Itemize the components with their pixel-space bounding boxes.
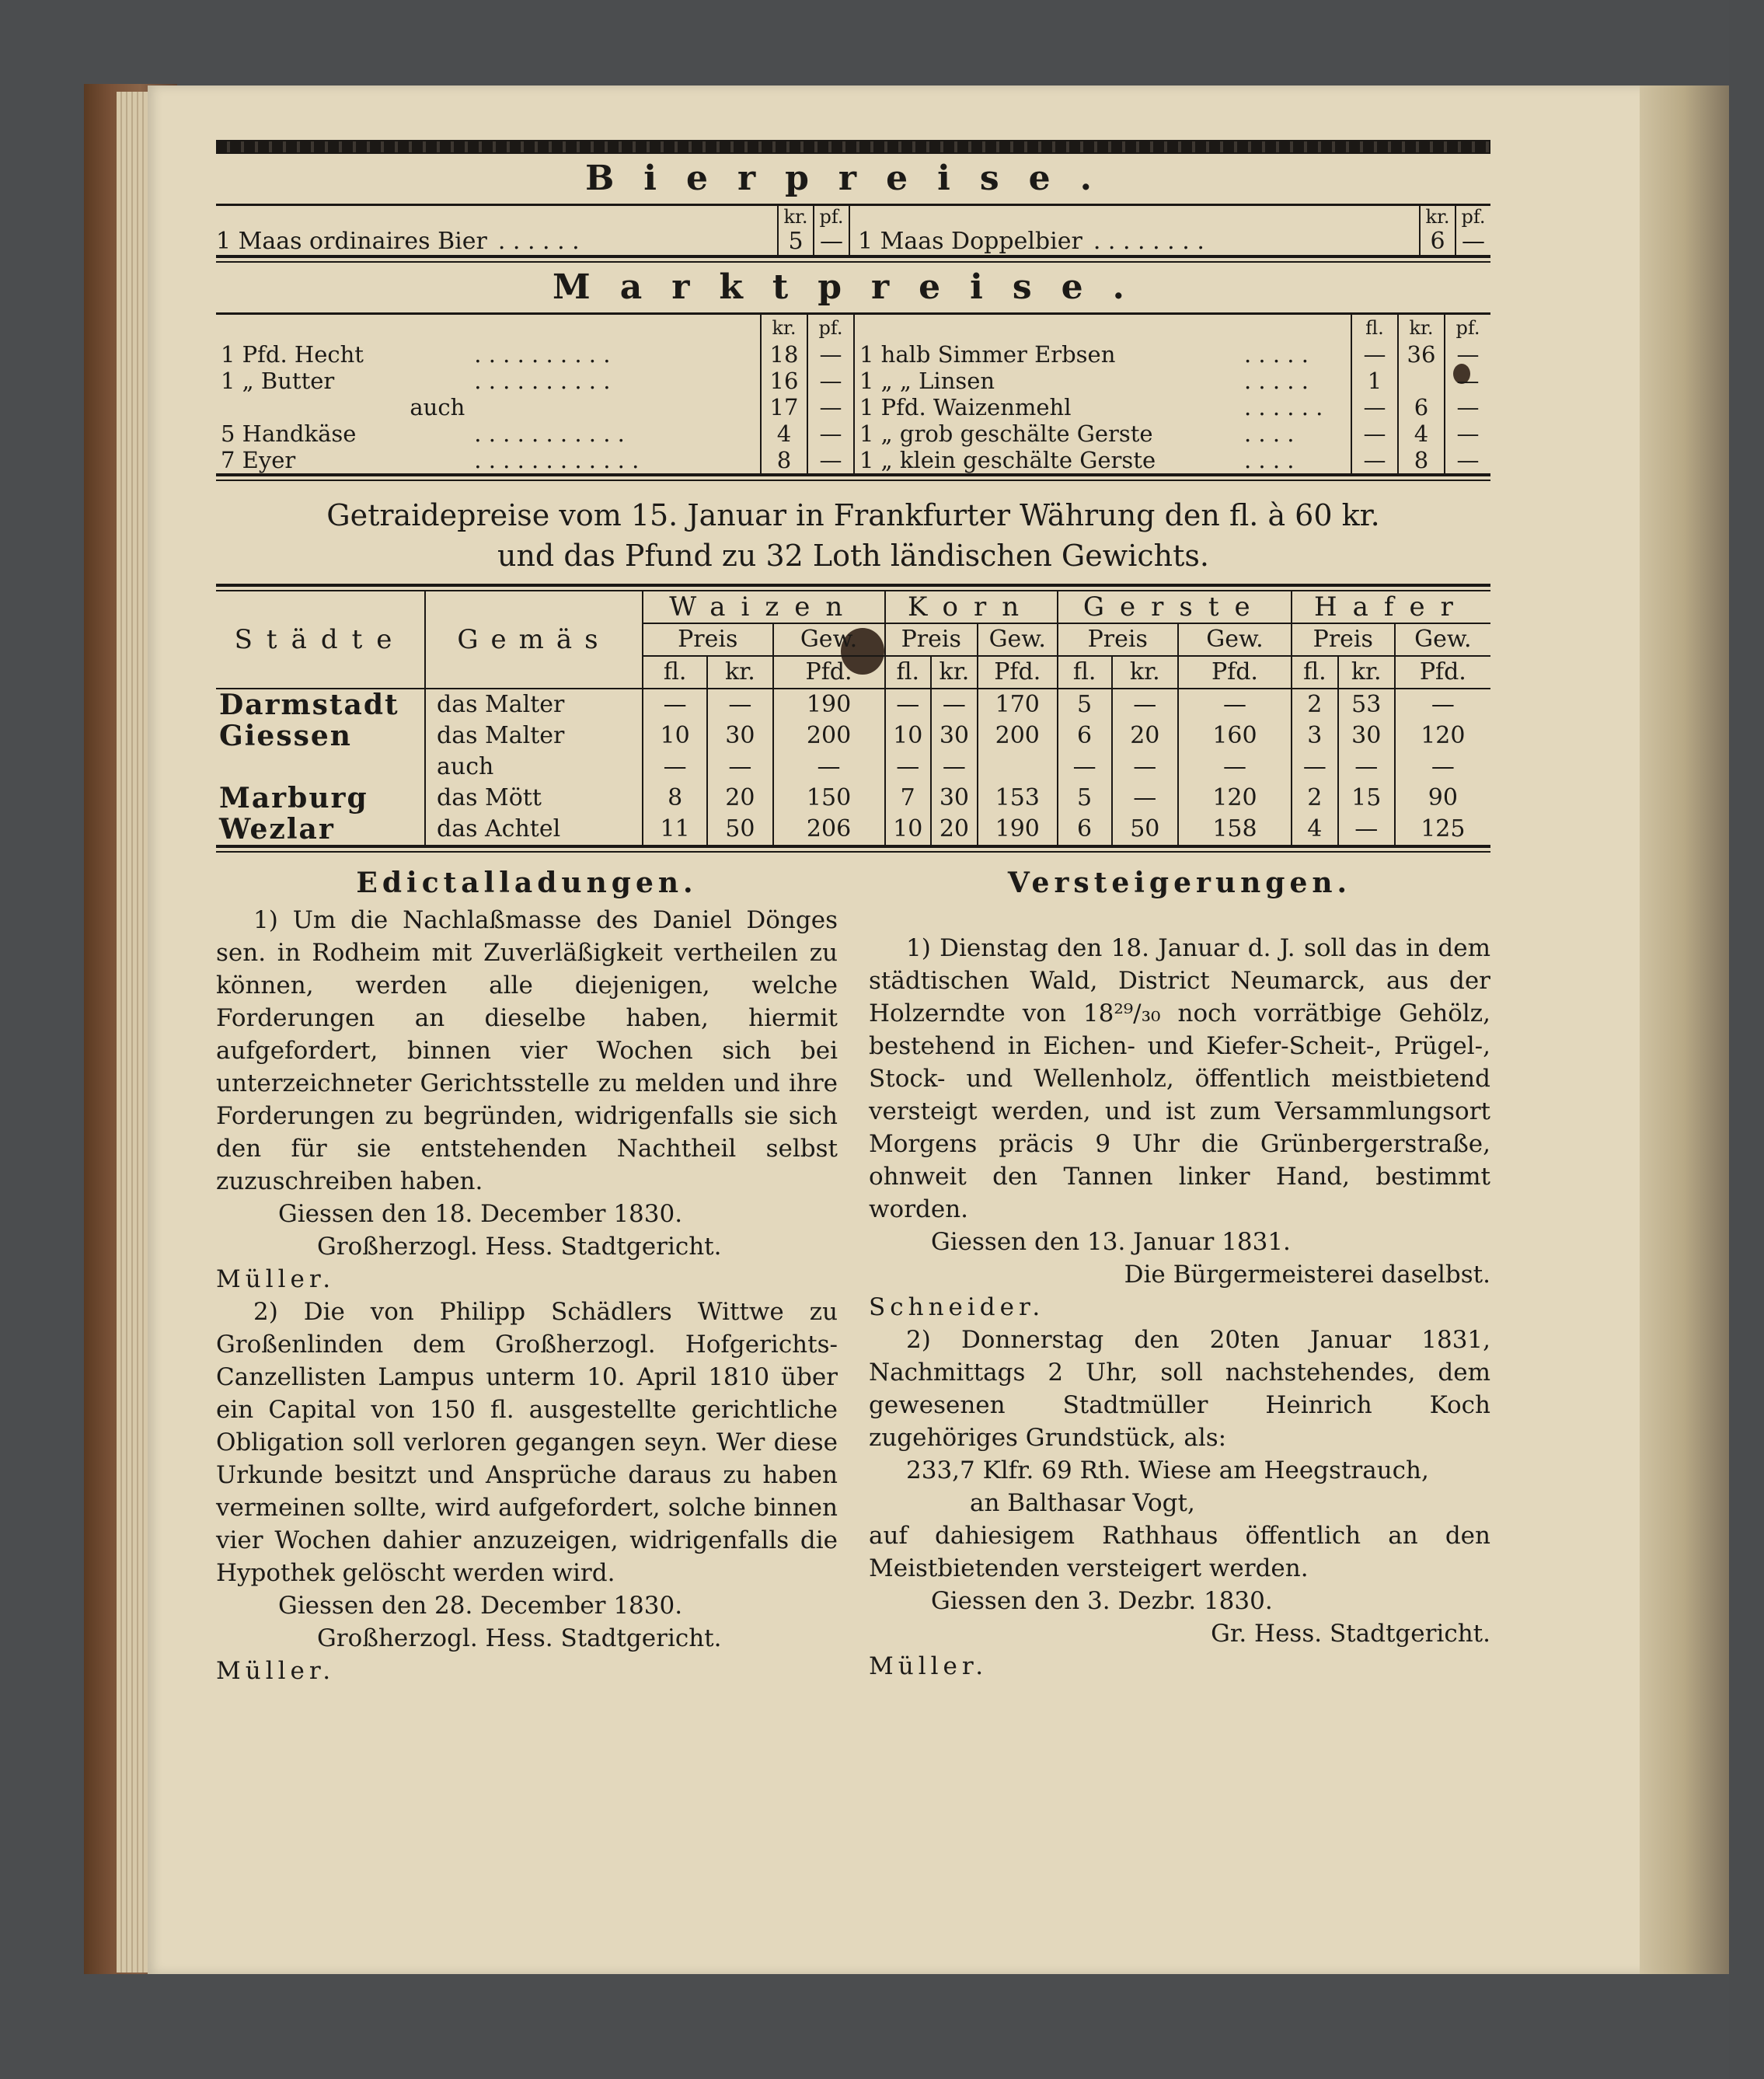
bier-item-1 (216, 206, 849, 255)
price-cell: 11 (643, 814, 707, 845)
pf: — (807, 341, 853, 368)
measure: das Malter (425, 689, 643, 720)
price-cell: 15 (1338, 783, 1395, 814)
page-content (216, 140, 1490, 1873)
bier-item-1-kr: 5 (788, 228, 804, 255)
versteigerungen-column (869, 867, 1490, 1687)
pf: — (1445, 368, 1490, 394)
bier-item-1-pf: — (820, 228, 843, 255)
price-cell: 20 (1112, 720, 1178, 752)
header-waizen: Waizen (643, 591, 885, 623)
header-hafer: Hafer (1292, 591, 1490, 623)
header-pfd: Pfd. (1395, 656, 1490, 689)
markt-left-row (216, 447, 853, 473)
edict-notice-1: 1) Um die Nachlaßmasse des Daniel Dönges sen. in Rodheim mit Zuverläßigkeit vertheilen zu können, werden alle diejenigen, welche Forderungen an dieselbe haben, hiermit aufgefordert, binnen vier Wochen sich bei unterzeichneter Gerichtsstelle zu melden und ihre Forderungen zu begründen, widrigenfalls sie sich den für sie entstehenden Nachtheil selbst zuzuschreiben haben. (216, 906, 838, 1195)
dots: . . . . . . . . . . (474, 341, 611, 368)
getraide-rule-bottom (216, 845, 1490, 853)
header-fl: fl. (885, 656, 931, 689)
header-gew: Gew. (1395, 623, 1490, 656)
markt-right-pf-unit: pf. (1445, 315, 1490, 341)
bier-item-1-pf-cell (813, 206, 849, 255)
price-cell: — (1058, 752, 1112, 783)
auction-notice-2-court: Gr. Hess. Stadtgericht. (1211, 1620, 1490, 1648)
auction-notice-2-place: Giessen den 3. Dezbr. 1830. (931, 1587, 1273, 1615)
markt-right-header (854, 315, 1490, 341)
table-row (216, 720, 1490, 752)
price-cell: — (931, 689, 978, 720)
grain-body (216, 689, 1490, 845)
edict-notice-2-court: Großherzogl. Hess. Stadtgericht. (317, 1624, 722, 1652)
price-cell: — (643, 689, 707, 720)
auction-notice-1: 1) Dienstag den 18. Januar d. J. soll das in dem städtischen Wald, District Neumarck, aus der Holzerndte von 18²⁹/₃₀ noch vorrätbige Gehölz, bestehend in Eichen- und Kiefer-Scheit-, Prügel-, Stock- und Wellenholz, öffentlich meistbietend versteigt werden, und ist zum Versammlungsort Morgens präcis 9 Uhr die Grünbergerstraße, ohnweit den Tannen linker Hand, bestimmt worden. (869, 934, 1490, 1223)
header-staedte: Städte (216, 591, 425, 689)
getraide-rule-top (216, 584, 1490, 591)
bier-rule-bottom (216, 255, 1490, 263)
bier-item-2-kr: 6 (1430, 228, 1445, 255)
dots: . . . . . (1244, 368, 1309, 394)
marktpreise-block (216, 315, 1490, 473)
city-name: Wezlar (219, 813, 335, 846)
markt-left-row-label (216, 394, 469, 420)
markt-left-row (216, 420, 853, 447)
price-cell: 10 (643, 720, 707, 752)
unit: „ (242, 368, 254, 394)
bier-item-2-pf-cell (1455, 206, 1490, 255)
edictalladungen-title: Edictalladungen. (356, 867, 698, 899)
price-cell: 153 (978, 783, 1058, 814)
kr: 36 (1398, 341, 1445, 368)
getraide-title (216, 495, 1490, 576)
bier-kr-unit: kr. (783, 206, 808, 228)
auction-notice-2-signature: Müller. (869, 1652, 988, 1680)
markt-left-row (216, 341, 853, 368)
bier-item-1-kr-cell (777, 206, 813, 255)
price-cell: 53 (1338, 689, 1395, 720)
price-cell: 50 (707, 814, 772, 845)
edict-notice-1-court: Großherzogl. Hess. Stadtgericht. (317, 1233, 722, 1261)
kr (1398, 368, 1445, 394)
markt-right-row (854, 368, 1490, 394)
city-name: Giessen (219, 720, 352, 752)
qty: 5 (221, 420, 235, 447)
city-name: Darmstadt (219, 689, 399, 721)
edict-notice-2: 2) Die von Philipp Schädlers Wittwe zu Großenlinden dem Großherzogl. Hofgerichts-Canzellisten Lampus unterm 10. April 1810 über ein Capital von 150 fl. ausgestellte gerichtliche Obligation soll verloren gegangen seyn. Wer diese Urkunde besitzt und Ansprüche daraus zu haben vermeinen sollte, wird aufgefordert, solche binnen vier Wochen dahier anzuzeigen, widrigenfalls die Hypothek gelöscht werden wird. (216, 1298, 838, 1587)
bier-item-1-dots: . . . . . . (497, 228, 580, 255)
pf: — (1445, 447, 1490, 473)
price-cell: 200 (978, 720, 1058, 752)
header-preis: Preis (1292, 623, 1395, 656)
fl: 1 (1351, 368, 1398, 394)
markt-right-row (854, 447, 1490, 473)
header-fl: fl. (1292, 656, 1338, 689)
price-cell: 90 (1395, 783, 1490, 814)
notices-columns (216, 867, 1490, 1687)
item: Handkäse (242, 420, 357, 447)
kr: 16 (761, 368, 807, 394)
header-gew: Gew. (773, 623, 885, 656)
header-kr: kr. (1338, 656, 1395, 689)
price-cell: 206 (773, 814, 885, 845)
header-pfd: Pfd. (773, 656, 885, 689)
background-strip (1729, 0, 1764, 2079)
table-row (216, 814, 1490, 845)
fl: — (1351, 394, 1398, 420)
getraide-title-line-2: und das Pfund zu 32 Loth ländischen Gewichts. (497, 539, 1210, 573)
edict-notice-1-place: Giessen den 18. December 1830. (278, 1200, 683, 1228)
price-cell: — (1395, 752, 1490, 783)
price-cell: 5 (1058, 783, 1112, 814)
qty: 1 (859, 368, 874, 394)
pf: — (1445, 341, 1490, 368)
bier-kr-unit-2: kr. (1425, 206, 1450, 228)
table-row (216, 783, 1490, 814)
qty: 1 (859, 420, 874, 447)
price-cell: 8 (643, 783, 707, 814)
table-row (216, 689, 1490, 720)
price-cell: — (1292, 752, 1338, 783)
item: auch (410, 394, 465, 420)
markt-left-blank (216, 315, 761, 341)
pf: — (807, 394, 853, 420)
getraide-title-line-1: Getraidepreise vom 15. Januar in Frankfurter Währung den fl. à 60 kr. (326, 498, 1380, 532)
measure: das Mött (425, 783, 643, 814)
dots (469, 394, 761, 420)
markt-right-row (854, 394, 1490, 420)
versteigerungen-title: Versteigerungen. (1007, 867, 1352, 899)
bier-pf-unit: pf. (819, 206, 844, 228)
bierpreise-row (216, 206, 1490, 255)
markt-right-blank (854, 315, 1351, 341)
bier-item-2-dots: . . . . . . . . (1093, 228, 1204, 255)
price-cell: 3 (1292, 720, 1338, 752)
price-cell: 20 (931, 814, 978, 845)
qty: 1 (859, 447, 874, 473)
markt-rule-bottom (216, 473, 1490, 481)
kr: 17 (761, 394, 807, 420)
markt-left-row-label (216, 420, 469, 447)
edictalladungen-column (216, 867, 838, 1687)
fl: — (1351, 447, 1398, 473)
measure: das Malter (425, 720, 643, 752)
price-cell: — (885, 689, 931, 720)
marktpreise-title: Marktpreise. (553, 267, 1154, 307)
qty: 1 (859, 394, 874, 420)
qty: 1 (221, 341, 235, 368)
price-cell: 200 (773, 720, 885, 752)
markt-right-row (854, 341, 1490, 368)
item: Butter (260, 368, 335, 394)
price-cell: 158 (1178, 814, 1292, 845)
dots: . . . . (1244, 420, 1295, 447)
kr: 8 (1398, 447, 1445, 473)
header-pfd: Pfd. (978, 656, 1058, 689)
city-name: Marburg (219, 782, 368, 815)
edict-notice-2-signature: Müller. (216, 1657, 336, 1685)
markt-right-table (853, 315, 1490, 473)
price-cell: 120 (1178, 783, 1292, 814)
header-korn: Korn (885, 591, 1058, 623)
auction-notice-2-item-1: 233,7 Klfr. 69 Rth. Wiese am Heegstrauch, (906, 1456, 1429, 1484)
auction-notice-2-rest: auf dahiesigem Rathhaus öffentlich an den Meistbietenden versteigert werden. (869, 1522, 1490, 1582)
item: „ „ Linsen (880, 368, 995, 394)
price-cell: 190 (773, 689, 885, 720)
price-cell: — (1395, 689, 1490, 720)
price-cell: — (707, 752, 772, 783)
header-gew: Gew. (1178, 623, 1292, 656)
price-cell: 30 (707, 720, 772, 752)
price-cell: 190 (978, 814, 1058, 845)
price-cell: 30 (1338, 720, 1395, 752)
markt-right-kr-unit: kr. (1398, 315, 1445, 341)
price-cell: — (1112, 689, 1178, 720)
header-pfd: Pfd. (1178, 656, 1292, 689)
price-cell: 170 (978, 689, 1058, 720)
price-cell: 150 (773, 783, 885, 814)
price-cell: — (1112, 783, 1178, 814)
price-cell: 160 (1178, 720, 1292, 752)
edict-notice-1-signature: Müller. (216, 1265, 336, 1293)
auction-notice-2-item-2: an Balthasar Vogt, (970, 1489, 1195, 1517)
header-gerste: Gerste (1058, 591, 1292, 623)
header-preis: Preis (643, 623, 773, 656)
dots: . . . . . . . . . . (474, 368, 611, 394)
price-cell: 2 (1292, 783, 1338, 814)
price-cell: 7 (885, 783, 931, 814)
dots: . . . . . (1244, 341, 1309, 368)
markt-left-row-label (216, 368, 469, 394)
price-cell: 6 (1058, 814, 1112, 845)
price-cell: 4 (1292, 814, 1338, 845)
price-cell: — (931, 752, 978, 783)
price-cell: — (1112, 752, 1178, 783)
price-cell: — (1338, 814, 1395, 845)
price-cell: 5 (1058, 689, 1112, 720)
bier-item-1-label: 1 Maas ordinaires Bier (216, 228, 487, 255)
price-cell: — (707, 689, 772, 720)
markt-right-fl-unit: fl. (1351, 315, 1398, 341)
fl: — (1351, 341, 1398, 368)
bier-pf-unit-2: pf. (1461, 206, 1486, 228)
item: Pfd. Waizenmehl (880, 394, 1072, 420)
bierpreise-title: Bierpreise. (585, 159, 1121, 198)
item: halb Simmer Erbsen (880, 341, 1116, 368)
dots: . . . . . . (1244, 394, 1323, 420)
price-cell: 30 (931, 720, 978, 752)
markt-left-row (216, 394, 853, 420)
qty: 7 (221, 447, 235, 473)
price-cell: — (885, 752, 931, 783)
qty: 1 (221, 368, 235, 394)
price-cell: 10 (885, 814, 931, 845)
markt-right-row-label (854, 447, 1239, 473)
measure: das Achtel (425, 814, 643, 845)
pf: — (1445, 420, 1490, 447)
auction-notice-2: 2) Donnerstag den 20ten Januar 1831, Nachmittags 2 Uhr, soll nachstehendes, dem gewesenen Stadtmüller Heinrich Koch zugehöriges Grundstück, als: (869, 1326, 1490, 1452)
measure: auch (425, 752, 643, 783)
pf: — (807, 368, 853, 394)
bier-item-2 (849, 206, 1490, 255)
markt-right-row-label (854, 394, 1239, 420)
price-cell: 20 (707, 783, 772, 814)
item: „ grob geschälte Gerste (880, 420, 1153, 447)
price-cell: 30 (931, 783, 978, 814)
pf: — (807, 447, 853, 473)
markt-left-kr-unit: kr. (761, 315, 807, 341)
price-cell: — (643, 752, 707, 783)
dots: . . . . . . . . . . . . (474, 447, 640, 473)
qty: 1 (859, 341, 874, 368)
item: „ klein geschälte Gerste (880, 447, 1156, 473)
markt-left-table (216, 315, 853, 473)
header-preis: Preis (1058, 623, 1178, 656)
header-gew: Gew. (978, 623, 1058, 656)
kr: 18 (761, 341, 807, 368)
pf: — (1445, 394, 1490, 420)
price-cell: 50 (1112, 814, 1178, 845)
auction-notice-1-place: Giessen den 13. Januar 1831. (931, 1228, 1291, 1256)
price-cell: 10 (885, 720, 931, 752)
price-cell: 120 (1395, 720, 1490, 752)
table-row (216, 752, 1490, 783)
fl: — (1351, 420, 1398, 447)
grain-header-row-1 (216, 591, 1490, 623)
kr: 6 (1398, 394, 1445, 420)
price-cell: — (1178, 689, 1292, 720)
unit: Pfd. (242, 341, 288, 368)
pf: — (807, 420, 853, 447)
header-preis: Preis (885, 623, 978, 656)
markt-right-row-label (854, 420, 1239, 447)
kr: 4 (761, 420, 807, 447)
markt-left-row-label (216, 341, 469, 368)
item: Hecht (294, 341, 364, 368)
dots: . . . . (1244, 447, 1295, 473)
price-cell: — (773, 752, 885, 783)
bier-item-2-kr-cell (1419, 206, 1455, 255)
header-kr: kr. (707, 656, 772, 689)
price-cell: — (1338, 752, 1395, 783)
kr: 8 (761, 447, 807, 473)
header-fl: fl. (643, 656, 707, 689)
city-name (216, 752, 425, 783)
auction-notice-1-court: Die Bürgermeisterei daselbst. (1124, 1261, 1490, 1289)
price-cell: 2 (1292, 689, 1338, 720)
price-cell: 125 (1395, 814, 1490, 845)
price-cell (978, 752, 1058, 783)
price-cell: 6 (1058, 720, 1112, 752)
top-ornamental-rule (216, 140, 1490, 154)
dots: . . . . . . . . . . . (474, 420, 625, 447)
getraide-table (216, 591, 1490, 845)
edict-notice-2-place: Giessen den 28. December 1830. (278, 1592, 683, 1620)
header-fl: fl. (1058, 656, 1112, 689)
bier-item-2-label: 1 Maas Doppelbier (858, 228, 1082, 255)
markt-left-header (216, 315, 853, 341)
markt-left-row-label (216, 447, 469, 473)
price-cell: — (1178, 752, 1292, 783)
header-kr: kr. (931, 656, 978, 689)
header-gemaess: Gemäs (425, 591, 643, 689)
bier-item-2-pf: — (1462, 228, 1485, 255)
markt-right-row-label (854, 368, 1239, 394)
markt-right-row-label (854, 341, 1239, 368)
auction-notice-1-signature: Schneider. (869, 1293, 1045, 1321)
item: Eyer (242, 447, 296, 473)
markt-left-pf-unit: pf. (807, 315, 853, 341)
markt-left-row (216, 368, 853, 394)
markt-right-row (854, 420, 1490, 447)
kr: 4 (1398, 420, 1445, 447)
header-kr: kr. (1112, 656, 1178, 689)
